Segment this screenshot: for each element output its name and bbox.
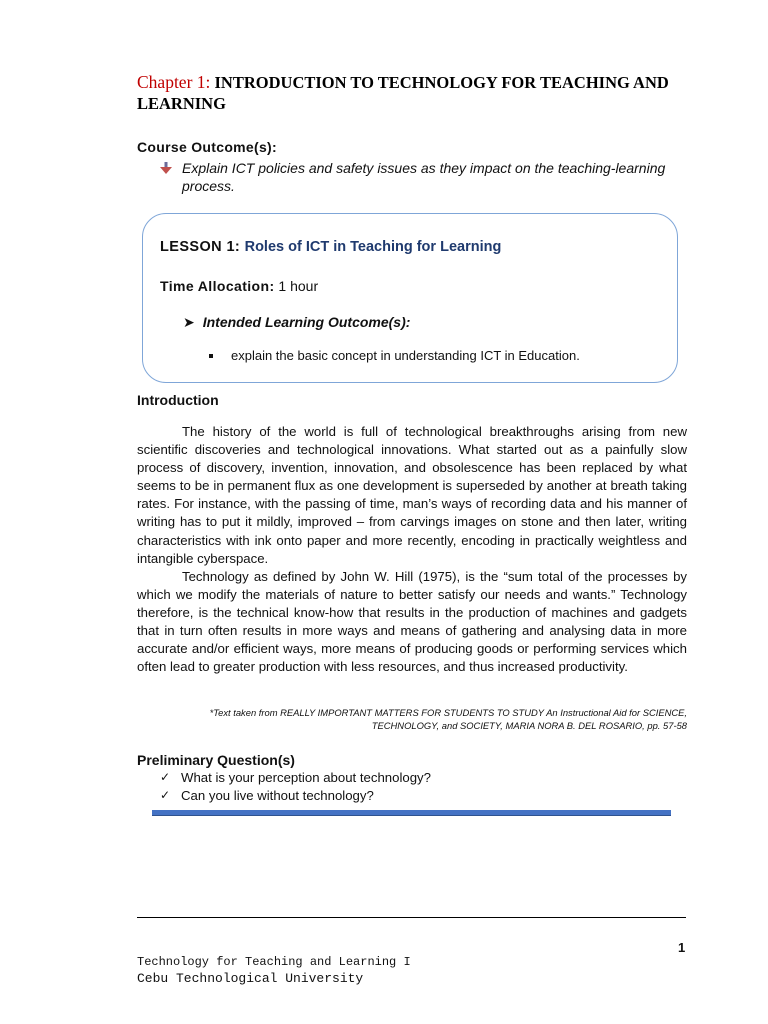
introduction-paragraph: The history of the world is full of technological breakthroughs arising from new scientific discoveries and technological innovations. What started out as a painfully slow process of discovery, invention, innovation, and obsolescence has been replaced by what seems to be in permanent flux as one development is superseded by another at breath taking rates. For instance, with the passing of time, man’s ways of recording data and his manner of writing has to put it mildly, improved – from carvings images on stone and then later, writing characteristics with ink onto paper and more recently, encoding in practically weightless and intangible cyberspace. — [137, 424, 687, 566]
time-allocation-label: Time Allocation: — [160, 278, 275, 294]
arrow-down-bullet-icon — [160, 162, 172, 174]
question-text: What is your perception about technology? — [181, 770, 431, 785]
citation — [137, 706, 687, 732]
course-outcome-text: Explain ICT policies and safety issues as they impact on the teaching-learning process. — [182, 160, 666, 194]
chapter-title — [137, 72, 697, 114]
arrowhead-bullet-icon: ➤ — [183, 314, 195, 330]
page-number: 1 — [678, 940, 686, 955]
footer-course-title: Technology for Teaching and Learning I — [137, 955, 411, 969]
ilo-item-text: explain the basic concept in understanding ICT in Education. — [231, 348, 580, 363]
ilo-heading-text: Intended Learning Outcome(s): — [202, 314, 411, 330]
list-item — [160, 769, 431, 787]
footer-divider — [137, 917, 686, 918]
citation-line: *Text taken from REALLY IMPORTANT MATTERS FOR STUDENTS TO STUDY An Instructional Aid for SCIENCE, — [209, 707, 687, 718]
course-outcome-item — [160, 159, 680, 195]
time-allocation — [160, 278, 318, 294]
lesson-title — [160, 239, 501, 255]
question-text: Can you live without technology? — [181, 787, 374, 803]
ilo-item — [183, 348, 580, 363]
introduction-body — [137, 423, 687, 676]
course-outcome-heading: Course Outcome(s): — [137, 139, 277, 155]
blue-divider — [152, 810, 671, 816]
list-item — [160, 787, 431, 805]
citation-line: TECHNOLOGY, and SOCIETY, MARIA NORA B. DEL ROSARIO, pp. 57-58 — [371, 720, 687, 731]
introduction-paragraph: Technology as defined by John W. Hill (1975), is the “sum total of the processes by which we modify the materials of nature to better satisfy our needs and wants.” Technology therefore, is the technical know-how that results in the production of machines and gadgets that in turn often results in more ways and means of gathering and analysing data in more accurate and/or efficient ways, more means of producing goods or performing services which often lead to greater production with less resources, and thus increased productivity. — [137, 568, 687, 675]
introduction-heading: Introduction — [137, 392, 219, 408]
lesson-box — [142, 213, 678, 383]
chapter-heading: INTRODUCTION TO TECHNOLOGY FOR TEACHING AND LEARNING — [137, 73, 669, 113]
preliminary-list — [160, 769, 431, 804]
time-allocation-value: 1 hour — [278, 278, 319, 294]
preliminary-heading: Preliminary Question(s) — [137, 752, 295, 768]
square-bullet-icon — [209, 354, 213, 358]
check-icon: ✓ — [160, 770, 171, 784]
check-icon: ✓ — [160, 787, 171, 802]
chapter-label: Chapter 1: — [137, 72, 211, 92]
ilo-heading — [183, 314, 410, 331]
lesson-name: Roles of ICT in Teaching for Learning — [244, 239, 502, 255]
lesson-label: LESSON 1: — [160, 239, 241, 255]
footer-university: Cebu Technological University — [137, 971, 364, 986]
